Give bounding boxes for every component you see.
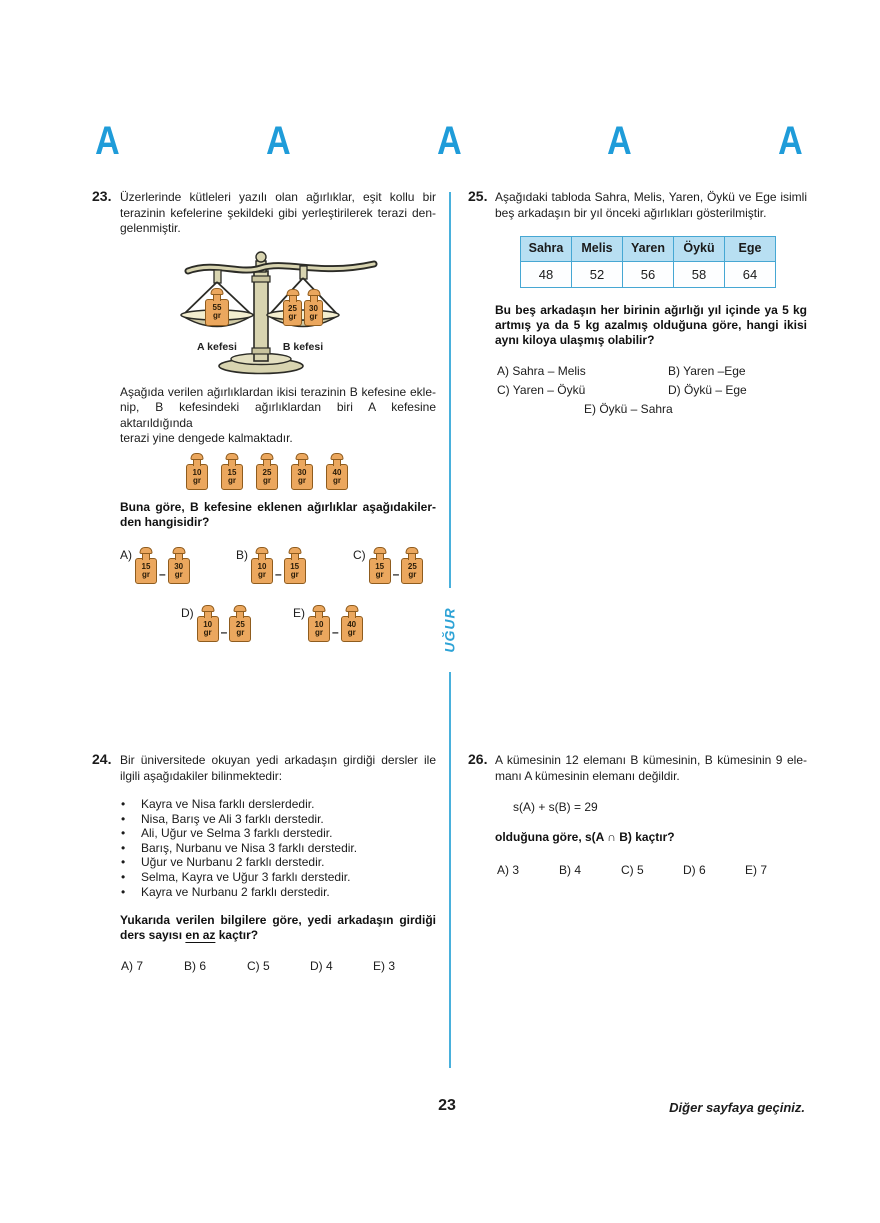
footer-note: Diğer sayfaya geçiniz. [669, 1100, 805, 1115]
question-intro [120, 753, 436, 784]
table-header-cell: Yaren [623, 237, 674, 262]
text-line: nip, B kefesindeki ağırlıklardan biri A kefesine aktarıldığında [120, 400, 436, 430]
option-c [353, 546, 423, 584]
bullet-icon: • [121, 855, 126, 870]
pan-b-label: B kefesi [282, 340, 324, 353]
weight-icon [135, 558, 157, 584]
publisher-brand-text: UĞUR [442, 607, 459, 653]
question-intro [495, 190, 807, 221]
option-b: B) 6 [184, 958, 207, 973]
weight-value: 30 [297, 467, 307, 477]
weight-unit: gr [408, 569, 417, 579]
list-item-text: Kayra ve Nurbanu 2 farklı derstedir. [141, 884, 330, 899]
weight-value: 30 [309, 303, 318, 313]
weight-unit: gr [290, 569, 299, 579]
question-stem: olduğuna göre, s(A ∩ B) kaçtır? [495, 829, 675, 844]
text-line: den hangisidir? [120, 514, 210, 529]
table-value-cell: 52 [572, 262, 623, 288]
text-line: Yukarıda verilen bilgilere göre, yedi arkadaşın girdiği [120, 913, 436, 928]
text-line: artmış ya da 5 kg azalmış olduğuna göre, hangi ikisi [495, 318, 807, 333]
table-value-row [521, 262, 776, 288]
option-row [497, 362, 807, 381]
weight-value: 25 [235, 619, 245, 629]
list-item-text: Kayra ve Nisa farklı derslerdedir. [141, 797, 315, 811]
weight-value: 15 [375, 561, 385, 571]
question-23 [92, 190, 454, 658]
table-value-cell: 48 [521, 262, 572, 288]
bullet-icon: • [121, 840, 126, 855]
text-line: Aşağıda verilen ağırlıklardan ikisi terazinin B kefesine ekle- [120, 384, 436, 399]
weight-unit: gr [263, 475, 271, 485]
table-header-row [521, 237, 776, 262]
table-value-cell: 58 [674, 262, 725, 288]
weight-unit: gr [236, 627, 245, 637]
weight-value: 40 [347, 619, 357, 629]
option-label: E) [293, 605, 305, 620]
bullet-icon: • [121, 826, 126, 841]
weight-icon [369, 558, 391, 584]
text-segment: kaçtır? [215, 928, 259, 943]
weight-icon [291, 464, 313, 490]
list-item [120, 812, 436, 827]
weight-value: 25 [407, 561, 417, 571]
list-item-text: Uğur ve Nurbanu 2 farklı derstedir. [141, 855, 325, 870]
weight-unit: gr [228, 475, 236, 485]
weight-value: 10 [314, 619, 324, 629]
option-d [181, 604, 251, 642]
booklet-letter: A [95, 119, 120, 163]
table-value-cell: 56 [623, 262, 674, 288]
question-stem [120, 913, 436, 943]
option-e: E) 3 [373, 958, 396, 973]
table-header-cell: Öykü [674, 237, 725, 262]
text-line: Aşağıdaki tabloda Sahra, Melis, Yaren, Öykü ve Ege isimli [495, 190, 807, 204]
weight-icon [186, 464, 208, 490]
weight-unit: gr [213, 311, 221, 320]
option-c: C) Yaren – Öykü [497, 382, 586, 397]
weight-icon [326, 464, 348, 490]
bullet-icon: • [121, 811, 126, 826]
dash: – [220, 624, 228, 639]
option-b [236, 546, 306, 584]
option-d: D) 4 [310, 958, 333, 973]
weight-value: 15 [227, 467, 237, 477]
option-a [120, 546, 190, 584]
option-e: E) 7 [745, 862, 768, 877]
question-25 [468, 190, 810, 419]
dash: – [159, 566, 166, 581]
text-line: Buna göre, B kefesine eklenen ağırlıklar aşağıdakiler- [120, 499, 436, 514]
text-line: terazinin kefelerine şekildeki gibi yerleştirilerek terazi den- [120, 205, 436, 220]
text-line: terazi yine dengede kalmaktadır. [120, 431, 293, 445]
weight-value: 10 [257, 561, 267, 571]
booklet-letter: A [607, 119, 633, 163]
option-a: A) Sahra – Melis [497, 363, 586, 378]
text-line: Üzerlerinde kütleleri yazılı olan ağırlıklar, eşit kollu bir [120, 190, 436, 204]
weight-icon [168, 558, 190, 584]
booklet-letter-row [93, 119, 805, 163]
question-stem [495, 303, 807, 349]
underlined-text: en az [185, 928, 216, 943]
option-label: B) [236, 547, 248, 562]
list-item [120, 855, 436, 870]
option-a: A) 3 [497, 862, 520, 877]
option-e: E) Öykü – Sahra [584, 401, 673, 416]
text-segment: ders sayısı [120, 928, 186, 943]
dash: – [392, 566, 400, 581]
list-item [120, 826, 436, 841]
weight-icon [284, 558, 306, 584]
text-line [120, 928, 436, 943]
option-c: C) 5 [621, 862, 644, 877]
weight-icon [304, 300, 323, 326]
equation: s(A) + s(B) = 29 [513, 800, 598, 814]
question-intro [495, 753, 807, 784]
text-line: gelenmiştir. [120, 221, 181, 235]
weight-unit: gr [333, 475, 341, 485]
option-c: C) 5 [247, 958, 270, 973]
weights-table [520, 236, 776, 288]
option-d: D) 6 [683, 862, 706, 877]
dash: – [332, 624, 339, 639]
text-line: A kümesinin 12 elemanı B kümesinin, B kümesinin 9 ele- [495, 753, 807, 767]
weight-unit: gr [375, 569, 384, 579]
balance-scale-figure [170, 249, 400, 379]
weight-icon [221, 464, 243, 490]
option-row [497, 381, 807, 400]
option-e [293, 604, 363, 642]
bullet-icon: • [121, 884, 126, 899]
question-number: 25. [468, 188, 488, 204]
text-line: Bir üniversitede okuyan yedi arkadaşın girdiği dersler ile [120, 753, 436, 767]
weight-unit: gr [347, 627, 356, 637]
weight-unit: gr [315, 627, 323, 637]
option-label: D) [181, 605, 194, 620]
weight-icon [229, 616, 251, 642]
weight-icon [256, 464, 278, 490]
weight-value: 40 [332, 467, 342, 477]
question-24 [92, 753, 454, 974]
table-header-cell: Melis [572, 237, 623, 262]
weight-value: 15 [290, 561, 300, 571]
table-header-cell: Sahra [521, 237, 572, 262]
option-b: B) Yaren –Ege [668, 363, 746, 378]
text-line: Bu beş arkadaşın her birinin ağırlığı yıl içinde ya 5 kg [495, 303, 807, 317]
booklet-letter: A [436, 119, 462, 163]
list-item-text: Barış, Nurbanu ve Nisa 3 farklı derstedir. [141, 840, 358, 855]
weight-icon [308, 616, 330, 642]
weight-unit: gr [298, 475, 306, 485]
booklet-letter: A [265, 119, 291, 163]
option-d: D) Öykü – Ege [668, 382, 747, 397]
question-stem [120, 500, 436, 530]
weight-unit: gr [309, 311, 318, 321]
weight-value: 55 [212, 303, 222, 312]
text-line: manı A kümesinin elemanı değildir. [495, 768, 680, 783]
weight-icon [197, 616, 219, 642]
list-item [120, 841, 436, 856]
weight-icon [251, 558, 273, 584]
booklet-letter: A [778, 119, 803, 163]
list-item [120, 885, 436, 900]
weight-value: 10 [192, 467, 202, 477]
question-number: 24. [92, 751, 112, 767]
weight-unit: gr [142, 569, 150, 579]
text-line: ilgili aşağıdakiler bilinmektedir: [120, 768, 283, 783]
bullet-icon: • [121, 797, 126, 811]
weight-unit: gr [258, 569, 266, 579]
table-header-cell: Ege [725, 237, 776, 262]
weight-value: 25 [288, 303, 297, 313]
weight-value: 15 [141, 561, 151, 571]
question-26 [468, 753, 810, 878]
answer-options [495, 362, 807, 419]
list-item-text: Ali, Uğur ve Selma 3 farklı derstedir. [141, 826, 333, 841]
list-item [120, 797, 436, 812]
option-b: B) 4 [559, 862, 582, 877]
weight-value: 25 [262, 467, 272, 477]
weight-unit: gr [174, 569, 183, 579]
list-item-text: Nisa, Barış ve Ali 3 farklı derstedir. [141, 811, 324, 826]
weights-pool [186, 452, 436, 492]
option-label: C) [353, 547, 366, 562]
clue-list [120, 797, 436, 899]
list-item-text: Selma, Kayra ve Uğur 3 farklı derstedir. [141, 869, 351, 884]
list-item [120, 870, 436, 885]
question-number: 23. [92, 188, 112, 204]
weight-unit: gr [203, 627, 212, 637]
dash: – [275, 566, 282, 581]
weight-icon [341, 616, 363, 642]
weight-unit: gr [193, 475, 201, 485]
weight-unit: gr [288, 311, 297, 321]
question-paragraph [120, 385, 436, 447]
table-value-cell: 64 [725, 262, 776, 288]
option-a: A) 7 [121, 958, 144, 973]
option-label: A) [120, 547, 132, 562]
bullet-icon: • [121, 869, 126, 884]
text-line: beş arkadaşın bir yıl önceki ağırlıkları gösterilmiştir. [495, 205, 767, 220]
weight-icon [283, 300, 302, 326]
answer-options [121, 959, 436, 975]
question-intro [120, 190, 436, 237]
pan-a-label: A kefesi [197, 340, 237, 353]
answer-options [497, 863, 807, 879]
weight-icon [205, 299, 229, 326]
weight-icon [401, 558, 423, 584]
question-number: 26. [468, 751, 488, 767]
weight-value: 30 [174, 561, 184, 571]
text-line: aynı kiloya ulaşmış olabilir? [495, 333, 655, 348]
page-number: 23 [438, 1097, 456, 1114]
answer-options [120, 546, 436, 658]
weight-value: 10 [203, 619, 213, 629]
